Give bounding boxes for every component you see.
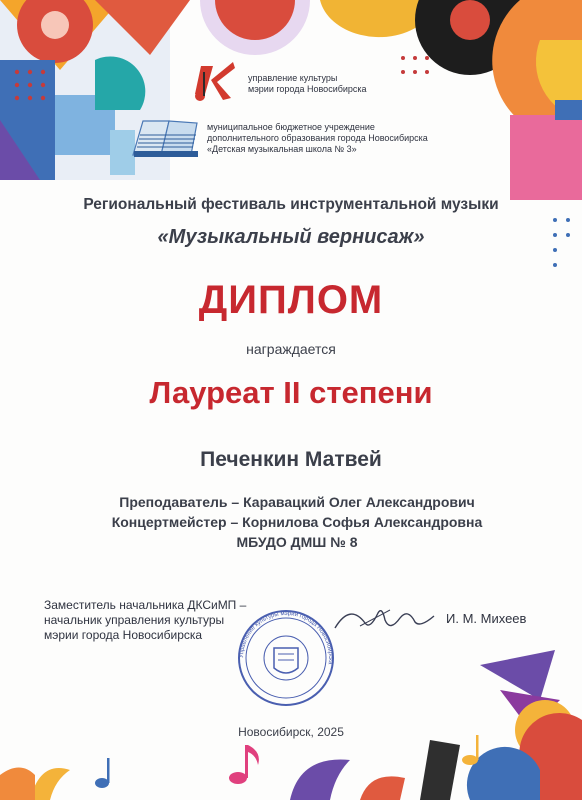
teacher-line: Преподаватель – Каравацкий Олег Александрович — [119, 494, 475, 510]
signer-name: И. М. Михеев — [446, 611, 527, 626]
awarded-label: награждается — [246, 341, 336, 357]
svg-text:Управление культуры мэрии горо — [239, 611, 333, 665]
school-org-line-3: «Детская музыкальная школа № 3» — [207, 144, 357, 154]
school-org-line-2: дополнительного образования города Новосибирска — [207, 133, 428, 143]
culture-department-logo — [191, 58, 237, 104]
dept-line-2: мэрии города Новосибирска — [248, 84, 367, 94]
recipient-name: Печенкин Матвей — [200, 448, 382, 471]
dept-line-1: управление культуры — [248, 73, 338, 83]
music-school-logo — [131, 117, 201, 159]
stamp-ring-text: Управление культуры мэрии города Новосибирска — [238, 610, 334, 665]
school-org-line-1: муниципальное бюджетное учреждение — [207, 122, 375, 132]
city-year: Новосибирск, 2025 — [238, 725, 344, 739]
handwritten-signature — [330, 598, 440, 642]
signer-position-line-2: начальник управления культуры — [44, 613, 225, 627]
official-stamp — [236, 608, 336, 708]
festival-name: «Музыкальный вернисаж» — [157, 226, 425, 248]
diploma-heading: ДИПЛОМ — [198, 278, 384, 322]
accompanist-line: Концертмейстер – Корнилова Софья Александровна — [111, 514, 483, 530]
school-line: МБУДО ДМШ № 8 — [236, 534, 358, 550]
award-title: Лауреат II степени — [149, 375, 433, 410]
signer-position-line-3: мэрии города Новосибирска — [44, 628, 203, 642]
signer-position-line-1: Заместитель начальника ДКСиМП – — [44, 598, 247, 612]
festival-title: Региональный фестиваль инструментальной музыки — [83, 196, 499, 213]
